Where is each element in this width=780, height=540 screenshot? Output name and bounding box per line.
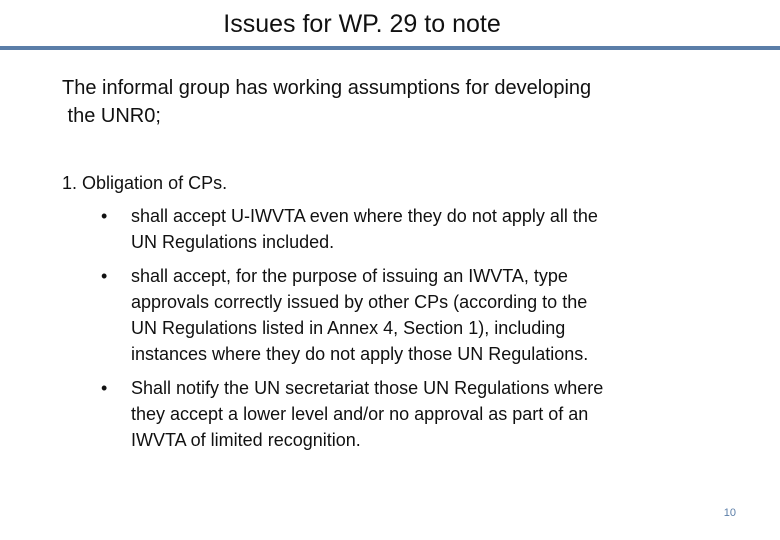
bullet-dot-icon: • bbox=[101, 266, 108, 286]
intro-line: the UNR0; bbox=[62, 105, 161, 127]
bullet-text-line: shall accept, for the purpose of issuing an IWVTA, type bbox=[131, 266, 568, 286]
intro-paragraph bbox=[62, 74, 762, 130]
bullet-text-line: IWVTA of limited recognition. bbox=[131, 430, 361, 450]
bullet-item bbox=[101, 263, 741, 367]
intro-line: The informal group has working assumptions for developing bbox=[62, 77, 592, 99]
bullet-dot-icon: • bbox=[101, 378, 108, 398]
bullet-list bbox=[101, 203, 741, 461]
bullet-item bbox=[101, 375, 741, 453]
bullet-text-line: shall accept U-IWVTA even where they do not apply all the bbox=[131, 206, 598, 226]
bullet-item bbox=[101, 203, 741, 255]
title-underline bbox=[0, 46, 780, 50]
bullet-dot-icon: • bbox=[101, 206, 108, 226]
bullet-text-line: approvals correctly issued by other CPs (according to the bbox=[131, 292, 588, 312]
bullet-text-line: Shall notify the UN secretariat those UN Regulations where bbox=[131, 378, 604, 398]
slide-title: Issues for WP. 29 to note bbox=[223, 10, 501, 38]
page-number: 10 bbox=[723, 507, 736, 519]
bullet-text-line: UN Regulations listed in Annex 4, Section 1), including bbox=[131, 318, 566, 338]
bullet-text-line: UN Regulations included. bbox=[131, 232, 335, 252]
bullet-text-line: they accept a lower level and/or no approval as part of an bbox=[131, 404, 589, 424]
bullet-text-line: instances where they do not apply those UN Regulations. bbox=[131, 344, 589, 364]
point-heading: 1. Obligation of CPs. bbox=[62, 173, 228, 193]
